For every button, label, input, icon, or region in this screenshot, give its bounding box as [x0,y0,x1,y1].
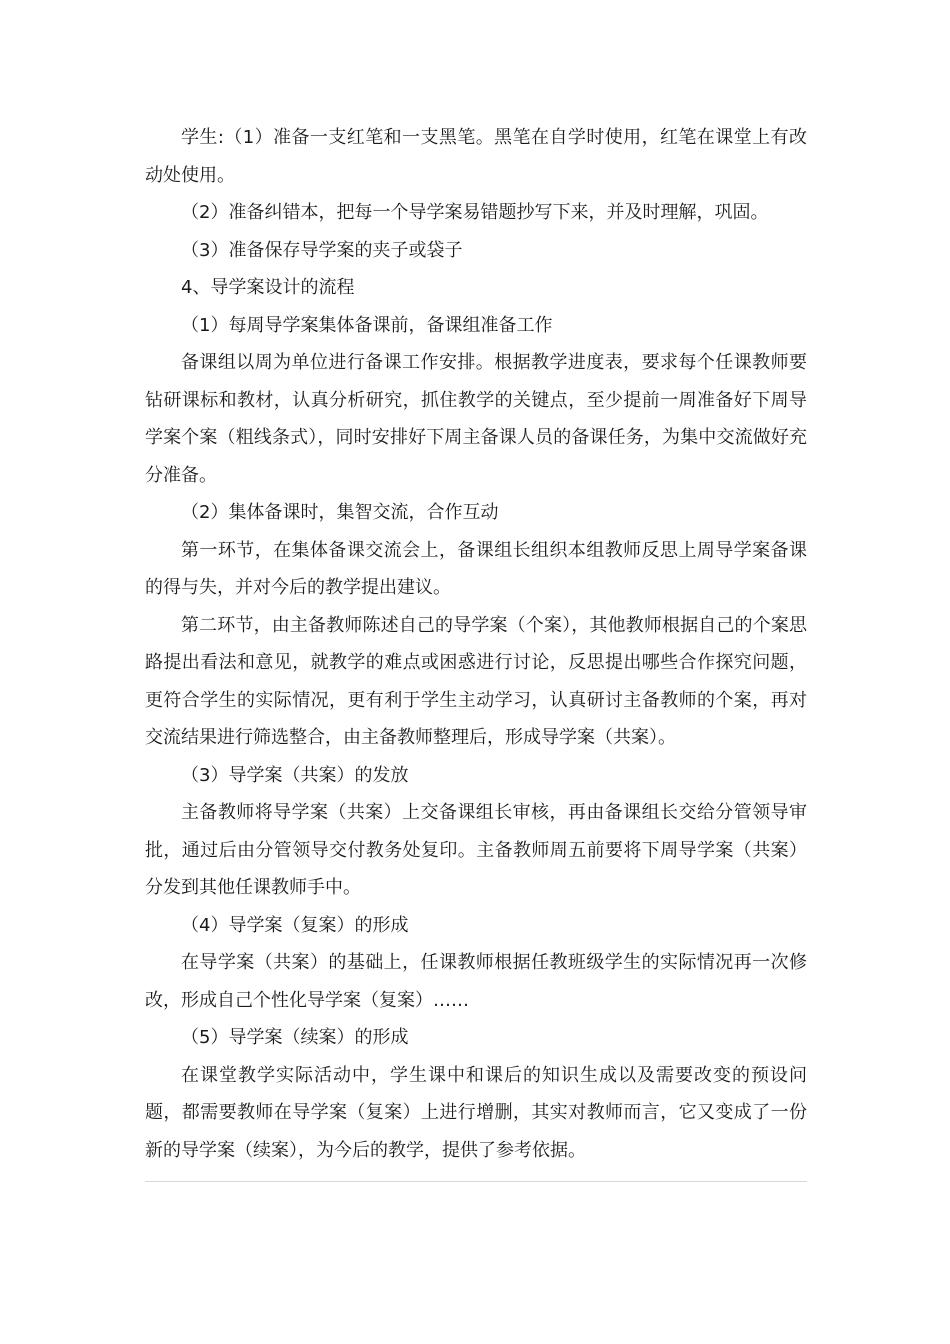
document-body [145,119,807,1169]
paragraph-step-2-second: 第二环节，由主备教师陈述自己的导学案（个案），其他教师根据自己的个案思路提出看法和意见，就教学的难点或困惑进行讨论，反思提出哪些合作探究问题，更符合学生的实际情况，更有利于学生主动学习，认真研讨主备教师的个案，再对交流结果进行筛选整合，由主备教师整理后，形成导学案（共案）。 [145,614,807,748]
paragraph-step-4-body: 在导学案（共案）的基础上，任课教师根据任教班级学生的实际情况再一次修改，形成自己个性化导学案（复案）…… [145,952,807,1011]
paragraph-step-2-first: 第一环节，在集体备课交流会上，备课组长组织本组教师反思上周导学案备课的得与失，并对今后的教学提出建议。 [145,539,807,598]
paragraph-step-3-body: 主备教师将导学案（共案）上交备课组长审核，再由备课组长交给分管领导审批，通过后由分管领导交付教务处复印。主备教师周五前要将下周导学案（共案）分发到其他任课教师手中。 [145,802,807,898]
subheading-step-4: （4）导学案（复案）的形成 [181,914,409,936]
subheading-step-5: （5）导学案（续案）的形成 [181,1027,409,1048]
section-heading-process: 4、导学案设计的流程 [181,277,355,298]
subheading-step-2: （2）集体备课时，集智交流，合作互动 [181,502,499,523]
subheading-step-3: （3）导学案（共案）的发放 [181,764,409,786]
paragraph-step-1-body: 备课组以周为单位进行备课工作安排。根据教学进度表，要求每个任课教师要钻研课标和教材，认真分析研究，抓住教学的关键点，至少提前一周准备好下周导学案个案（粗线条式），同时安排好下周主备课人员的备课任务，为集中交流做好充分准备。 [145,352,807,486]
subheading-step-1: （1）每周导学案集体备课前，备课组准备工作 [181,314,553,336]
paragraph-step-5-body: 在课堂教学实际活动中，学生课中和课后的知识生成以及需要改变的预设问题，都需要教师在导学案（复案）上进行增删，其实对教师而言，它又变成了一份新的导学案（续案），为今后的教学，提供了参考依据。 [145,1064,807,1161]
paragraph-student-prep-1: 学生:（1）准备一支红笔和一支黑笔。黑笔在自学时使用，红笔在课堂上有改动处使用。 [145,127,807,186]
footer-divider [145,1181,807,1182]
paragraph-student-prep-2: （2）准备纠错本，把每一个导学案易错题抄写下来，并及时理解，巩固。 [181,202,769,223]
paragraph-student-prep-3: （3）准备保存导学案的夹子或袋子 [181,239,463,261]
